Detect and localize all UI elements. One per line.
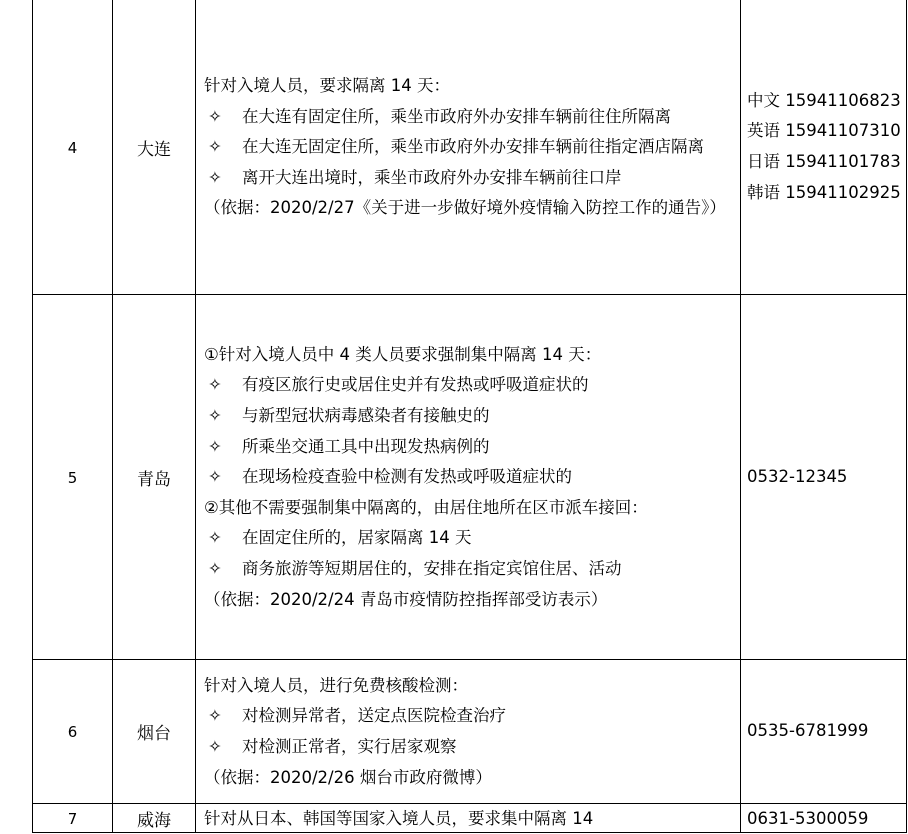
- policy-detail-cell: [196, 295, 741, 660]
- contact-cell: [741, 0, 907, 295]
- city-cell: [113, 295, 196, 660]
- bullet-diamond-icon: ✧: [208, 528, 222, 548]
- bullet-diamond-icon: ✧: [208, 467, 222, 487]
- contact-cell: [741, 295, 907, 660]
- policy-intro-secondary: [204, 493, 732, 524]
- contact-phone: 0532-12345: [747, 466, 848, 486]
- bullet-diamond-icon: ✧: [208, 436, 222, 456]
- policy-bullet: [204, 732, 732, 763]
- bullet-diamond-icon: ✧: [208, 558, 222, 578]
- bullet-diamond-icon: ✧: [208, 406, 222, 426]
- city-cell: [113, 804, 196, 833]
- policy-table: [32, 0, 907, 833]
- contact-phone: 日语 15941101783: [747, 152, 901, 171]
- basis-text: （依据：2020/2/27《关于进一步做好境外疫情输入防控工作的通告》）: [204, 198, 726, 218]
- contact-phone: 0631-5300059: [747, 808, 869, 828]
- bullet-text: 与新型冠状病毒感染者有接触史的: [242, 406, 490, 426]
- contact-phone: 韩语 15941102925: [747, 182, 901, 202]
- row-number: 6: [67, 723, 78, 741]
- bullet-text: 在大连有固定住所，乘坐市政府外办安排车辆前往住所隔离: [242, 106, 671, 126]
- policy-bullet: [204, 554, 732, 585]
- contact-cell: [741, 804, 907, 833]
- table-row-yantai: [33, 660, 907, 804]
- policy-intro: 针对从日本、韩国等国家入境人员，要求集中隔离 14: [204, 808, 594, 828]
- policy-intro: ①针对入境人员中 4 类人员要求强制集中隔离 14 天：: [204, 344, 602, 364]
- bullet-diamond-icon: ✧: [208, 737, 222, 756]
- city-cell: [113, 0, 196, 295]
- policy-basis: [204, 585, 732, 616]
- policy-bullet: [204, 401, 732, 432]
- policy-bullet: [204, 370, 732, 401]
- city-name: 青岛: [137, 469, 171, 490]
- row-number: 7: [67, 809, 78, 828]
- policy-intro: 针对入境人员，要求隔离 14 天：: [204, 76, 450, 96]
- bullet-text: 对检测正常者，实行居家观察: [242, 737, 457, 756]
- policy-bullet: [204, 102, 732, 133]
- bullet-text: 所乘坐交通工具中出现发热病例的: [242, 436, 490, 456]
- city-name: 烟台: [137, 724, 171, 744]
- contact-phone: 中文 15941106823: [747, 90, 901, 110]
- basis-text: （依据：2020/2/24 青岛市疫情防控指挥部受访表示）: [204, 589, 608, 609]
- table-row-dalian: [33, 0, 907, 295]
- policy-bullet: [204, 523, 732, 554]
- bullet-text: 在大连无固定住所，乘坐市政府外办安排车辆前往指定酒店隔离: [242, 137, 704, 157]
- policy-bullet: [204, 163, 732, 194]
- policy-detail-cell: [196, 804, 741, 833]
- policy-bullet: [204, 132, 732, 163]
- bullet-text: 商务旅游等短期居住的，安排在指定宾馆住居、活动: [242, 558, 622, 578]
- policy-detail-cell: [196, 660, 741, 804]
- policy-bullet: [204, 432, 732, 463]
- bullet-diamond-icon: ✧: [208, 706, 222, 726]
- policy-bullet: [204, 701, 732, 732]
- policy-intro: 针对入境人员，进行免费核酸检测：: [204, 675, 468, 695]
- bullet-text: 在现场检疫查验中检测有发热或呼吸道症状的: [242, 467, 572, 487]
- policy-basis: [204, 763, 732, 794]
- row-number-cell: [33, 804, 113, 833]
- bullet-text: 在固定住所的，居家隔离 14 天: [242, 528, 472, 548]
- bullet-diamond-icon: ✧: [208, 137, 222, 157]
- bullet-text: 有疫区旅行史或居住史并有发热或呼吸道症状的: [242, 375, 589, 395]
- contact-cell: [741, 660, 907, 804]
- row-number: 4: [67, 138, 78, 157]
- row-number-cell: [33, 660, 113, 804]
- bullet-diamond-icon: ✧: [208, 106, 222, 126]
- city-name: 大连: [137, 139, 171, 160]
- bullet-diamond-icon: ✧: [208, 167, 222, 187]
- city-cell: [113, 660, 196, 804]
- contact-phone: 英语 15941107310: [747, 121, 901, 141]
- policy-basis: [204, 193, 732, 224]
- table-row-qingdao: [33, 295, 907, 660]
- bullet-diamond-icon: ✧: [208, 375, 222, 395]
- intro-secondary-text: ②其他不需要强制集中隔离的，由居住地所在区市派车接回：: [204, 497, 648, 517]
- city-name: 威海: [137, 810, 171, 831]
- table-row-weihai: [33, 804, 907, 833]
- contact-phone: 0535-6781999: [747, 721, 869, 741]
- policy-detail-cell: [196, 0, 741, 295]
- basis-text: （依据：2020/2/26 烟台市政府微博）: [204, 767, 492, 787]
- bullet-text: 离开大连出境时，乘坐市政府外办安排车辆前往口岸: [242, 167, 622, 187]
- row-number-cell: [33, 295, 113, 660]
- row-number-cell: [33, 0, 113, 295]
- policy-bullet: [204, 462, 732, 493]
- bullet-text: 对检测异常者，送定点医院检查治疗: [242, 706, 506, 726]
- row-number: 5: [67, 468, 78, 487]
